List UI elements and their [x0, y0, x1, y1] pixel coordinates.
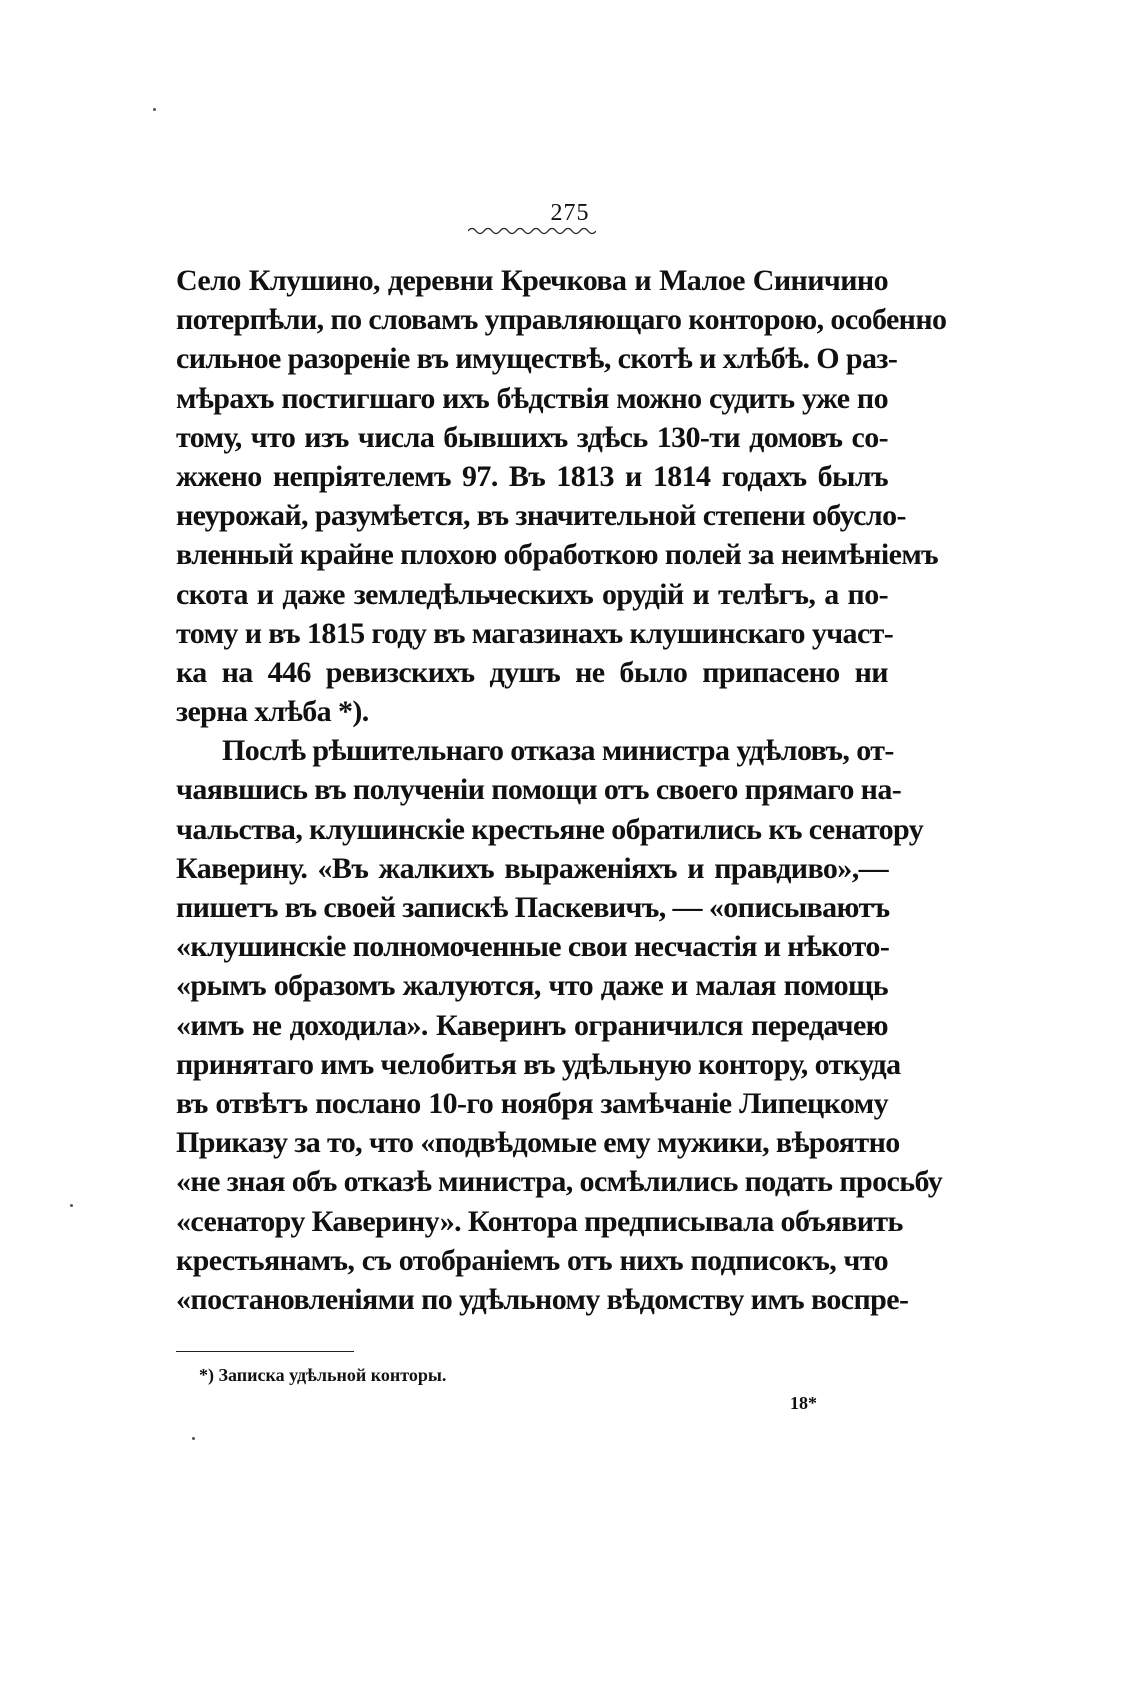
text-line: мѣрахъ постигшаго ихъ бѣдствія можно судить уже по — [176, 381, 888, 415]
text-line: «имъ не доходила». Каверинъ ограничился передачею — [176, 1008, 888, 1042]
text-line: чальства, клушинскіе крестьяне обратились къ сенатору — [176, 812, 924, 846]
text-line: Послѣ рѣшительнаго отказа министра удѣловъ, от- — [222, 734, 894, 768]
text-line: жжено непріятелемъ 97. Въ 1813 и 1814 годахъ былъ — [176, 459, 888, 493]
text-line: скота и даже земледѣльческихъ орудій и телѣгъ, а по- — [176, 577, 888, 611]
scan-speck — [70, 1204, 73, 1207]
text-line: «сенатору Каверину». Контора предписывала объявить — [176, 1204, 903, 1238]
text-line: въ отвѣтъ послано 10-го ноября замѣчаніе Липецкому — [176, 1086, 888, 1120]
text-line: зерна хлѣба *). — [176, 695, 369, 729]
text-line: сильное разореніе въ имуществѣ, скотѣ и хлѣбѣ. О раз- — [176, 342, 898, 376]
text-line: принятаго имъ челобитья въ удѣльную контору, откуда — [176, 1047, 901, 1081]
scan-speck — [153, 108, 156, 111]
text-line: «постановленіями по удѣльному вѣдомству имъ воспре- — [176, 1282, 909, 1316]
text-line: потерпѣли, по словамъ управляющаго конторою, особенно — [176, 303, 947, 337]
text-line: «не зная объ отказѣ министра, осмѣлились подать просьбу — [176, 1165, 943, 1199]
text-line: неурожай, разумѣется, въ значительной степени обусло- — [176, 499, 906, 533]
text-line: пишетъ въ своей запискѣ Паскевичъ, — «описываютъ — [176, 891, 890, 924]
text-line: вленный крайне плохою обработкою полей за неимѣніемъ — [176, 538, 939, 572]
footnote-divider — [176, 1351, 354, 1352]
page-number: 275 — [550, 200, 590, 226]
text-line: «рымъ образомъ жалуются, что даже и малая помощь — [176, 969, 888, 1003]
text-line: «клушинскіе полномоченные свои несчастія и нѣкото- — [176, 930, 890, 964]
text-line: ка на 446 ревизскихъ душъ не было припасено ни — [176, 655, 888, 689]
text-line: Приказу за то, что «подвѣдомые ему мужики, вѣроятно — [176, 1126, 900, 1160]
footnote: *) Записка удѣльной конторы. — [199, 1365, 447, 1385]
text-line: тому и въ 1815 году въ магазинахъ клушинскаго участ- — [176, 616, 894, 650]
page-number-ornament — [468, 226, 596, 236]
text-line: тому, что изъ числа бывшихъ здѣсь 130-ти домовъ со- — [176, 420, 888, 454]
text-line: чаявшись въ полученіи помощи отъ своего прямаго на- — [176, 773, 902, 807]
signature-mark: 18* — [790, 1393, 817, 1413]
main-text — [176, 261, 947, 1319]
text-line: крестьянамъ, съ отобраніемъ отъ нихъ подписокъ, что — [176, 1243, 888, 1277]
scan-speck — [192, 1437, 195, 1440]
text-line: Каверину. «Въ жалкихъ выраженіяхъ и правдиво»,— — [176, 851, 888, 885]
text-line: Село Клушино, деревни Кречкова и Малое Синичино — [176, 264, 888, 297]
